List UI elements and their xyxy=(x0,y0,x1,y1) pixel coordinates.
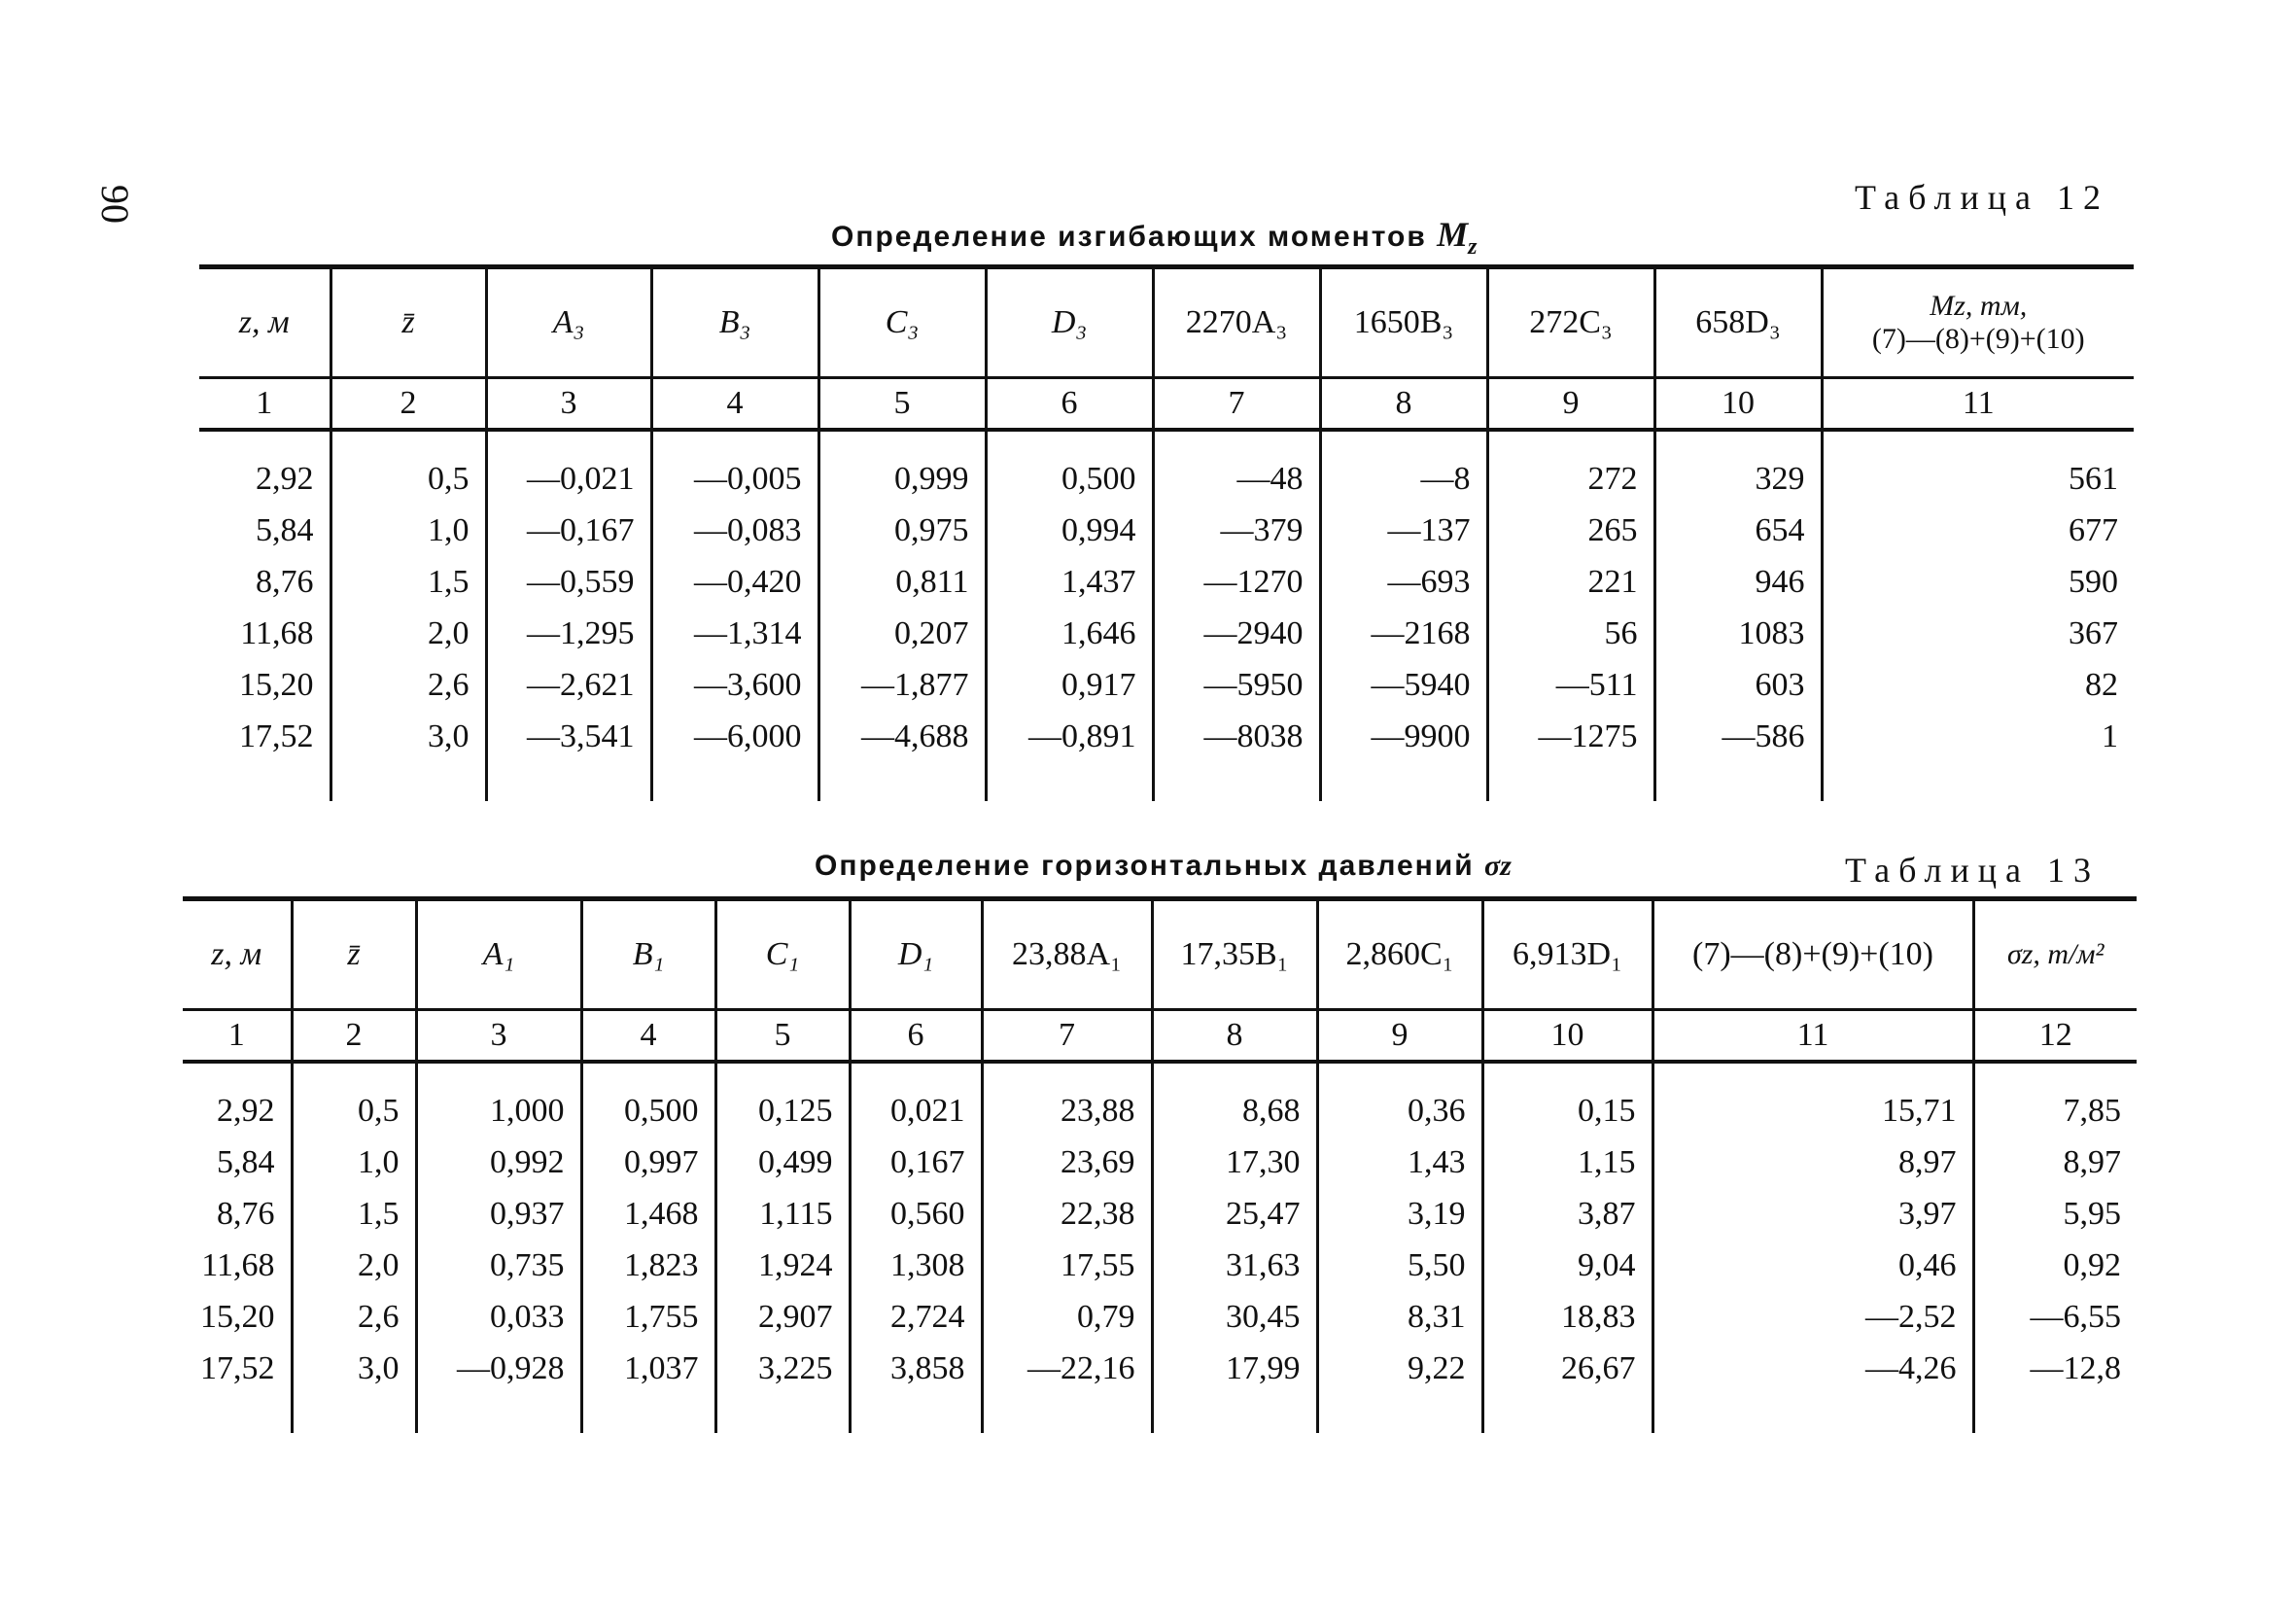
table-12-header-row xyxy=(199,267,2134,378)
table-cell: 31,63 xyxy=(1152,1240,1317,1291)
t13-colnum: 11 xyxy=(1652,1010,1973,1063)
table-cell: —1,295 xyxy=(486,608,651,659)
table-row xyxy=(183,1343,2137,1394)
table-cell: 17,99 xyxy=(1152,1343,1317,1394)
table-cell: —3,600 xyxy=(651,659,818,711)
t12-colnum: 8 xyxy=(1320,378,1487,431)
t12-colnum: 2 xyxy=(330,378,486,431)
table-cell: —0,420 xyxy=(651,556,818,608)
t12-colnum: 1 xyxy=(199,378,330,431)
table-cell: 11,68 xyxy=(240,614,314,651)
table-cell: 1,000 xyxy=(416,1062,581,1136)
spacer-cell xyxy=(982,1394,1152,1433)
table-cell: —0,167 xyxy=(486,505,651,556)
table-cell: —137 xyxy=(1320,505,1487,556)
t13-colnum: 1 xyxy=(183,1010,292,1063)
table-cell: —4,26 xyxy=(1652,1343,1973,1394)
table-cell: 677 xyxy=(1822,505,2134,556)
spacer-cell xyxy=(183,1394,292,1433)
table-row xyxy=(183,1136,2137,1188)
table-cell: 0,15 xyxy=(1482,1062,1652,1136)
table-cell: 3,97 xyxy=(1652,1188,1973,1240)
table-cell: —1270 xyxy=(1153,556,1320,608)
table-row xyxy=(199,659,2134,711)
table-cell: 3,0 xyxy=(292,1343,416,1394)
table-cell: 329 xyxy=(1654,430,1822,505)
table-cell: 0,499 xyxy=(715,1136,850,1188)
table-cell: 2,92 xyxy=(256,460,314,497)
table-cell: 9,04 xyxy=(1482,1240,1652,1291)
table-cell: 17,30 xyxy=(1152,1136,1317,1188)
table-cell: 0,560 xyxy=(850,1188,982,1240)
table-cell: 23,88 xyxy=(982,1062,1152,1136)
spacer-cell xyxy=(1973,1394,2137,1433)
table-row xyxy=(183,1240,2137,1291)
table-cell: 56 xyxy=(1487,608,1654,659)
page-number: 90 xyxy=(93,185,137,224)
table-cell: 561 xyxy=(1822,430,2134,505)
table-cell: 0,994 xyxy=(986,505,1153,556)
t13-colnum: 10 xyxy=(1482,1010,1652,1063)
table-cell: 17,52 xyxy=(239,717,314,754)
t13-header-12: σz, т/м² xyxy=(1973,899,2137,1010)
table-cell: 3,87 xyxy=(1482,1188,1652,1240)
table-cell: —2940 xyxy=(1153,608,1320,659)
t12-colnum: 9 xyxy=(1487,378,1654,431)
table-cell: 2,0 xyxy=(292,1240,416,1291)
table-cell: —1275 xyxy=(1487,711,1654,762)
t13-header-9: 2,860C₁ xyxy=(1317,899,1482,1010)
table-cell: 946 xyxy=(1654,556,1822,608)
table-13-title-symbol: σz xyxy=(1484,850,1512,882)
t12-header-11-line2: (7)—(8)+(9)+(10) xyxy=(1871,323,2085,355)
table-cell: 0,021 xyxy=(850,1062,982,1136)
table-cell: 17,52 xyxy=(200,1349,275,1386)
t12-header-1: z, м xyxy=(199,267,330,378)
table-cell: 2,907 xyxy=(715,1291,850,1343)
table-13 xyxy=(183,896,2137,1433)
table-cell: —379 xyxy=(1153,505,1320,556)
table-bottom-spacer xyxy=(183,1394,2137,1433)
spacer-cell xyxy=(850,1394,982,1433)
table-cell: 0,207 xyxy=(818,608,986,659)
table-12-body xyxy=(199,430,2134,801)
table-13-body xyxy=(183,1062,2137,1433)
table-cell: 26,67 xyxy=(1482,1343,1652,1394)
table-cell: 30,45 xyxy=(1152,1291,1317,1343)
table-cell: 265 xyxy=(1487,505,1654,556)
table-cell: 22,38 xyxy=(982,1188,1152,1240)
table-cell: 8,76 xyxy=(217,1195,275,1232)
table-cell: 0,125 xyxy=(715,1062,850,1136)
t13-colnum: 9 xyxy=(1317,1010,1482,1063)
table-cell: 1,308 xyxy=(850,1240,982,1291)
table-12-title-text: Определение изгибающих моментов xyxy=(831,221,1427,253)
table-cell: 654 xyxy=(1654,505,1822,556)
spacer-cell xyxy=(818,762,986,801)
t13-header-3: A₁ xyxy=(416,899,581,1010)
t12-header-9: 272C₃ xyxy=(1487,267,1654,378)
table-cell: 0,5 xyxy=(330,430,486,505)
table-cell: 5,95 xyxy=(1973,1188,2137,1240)
spacer-cell xyxy=(1482,1394,1652,1433)
table-cell: 1,646 xyxy=(986,608,1153,659)
table-cell: —3,541 xyxy=(486,711,651,762)
spacer-cell xyxy=(416,1394,581,1433)
table-cell: 15,20 xyxy=(200,1298,275,1335)
spacer-cell xyxy=(581,1394,715,1433)
table-cell: 1,755 xyxy=(581,1291,715,1343)
table-cell: 0,033 xyxy=(416,1291,581,1343)
table-row xyxy=(199,505,2134,556)
table-cell: 23,69 xyxy=(982,1136,1152,1188)
table-cell: —8038 xyxy=(1153,711,1320,762)
table-cell: 1,037 xyxy=(581,1343,715,1394)
t12-header-2: z̄ xyxy=(330,267,486,378)
table-cell: 2,0 xyxy=(330,608,486,659)
t12-header-7: 2270A₃ xyxy=(1153,267,1320,378)
table-cell: 3,225 xyxy=(715,1343,850,1394)
table-cell: 0,500 xyxy=(581,1062,715,1136)
table-cell: 1083 xyxy=(1654,608,1822,659)
table-cell: 3,858 xyxy=(850,1343,982,1394)
t12-colnum: 6 xyxy=(986,378,1153,431)
table-cell: 1,0 xyxy=(330,505,486,556)
table-cell: 221 xyxy=(1487,556,1654,608)
table-cell: 3,19 xyxy=(1317,1188,1482,1240)
table-cell: —5950 xyxy=(1153,659,1320,711)
t12-header-3: A₃ xyxy=(486,267,651,378)
table-cell: 0,997 xyxy=(581,1136,715,1188)
table-cell: 0,937 xyxy=(416,1188,581,1240)
t13-colnum: 8 xyxy=(1152,1010,1317,1063)
t13-header-6: D₁ xyxy=(850,899,982,1010)
spacer-cell xyxy=(1652,1394,1973,1433)
table-13-header-row xyxy=(183,899,2137,1010)
table-cell: 367 xyxy=(1822,608,2134,659)
table-row xyxy=(183,1062,2137,1136)
table-row xyxy=(199,711,2134,762)
table-cell: —586 xyxy=(1654,711,1822,762)
table-12-title xyxy=(831,214,1478,261)
table-cell: 1,5 xyxy=(330,556,486,608)
table-cell: 1,43 xyxy=(1317,1136,1482,1188)
spacer-cell xyxy=(199,762,330,801)
spacer-cell xyxy=(986,762,1153,801)
spacer-cell xyxy=(1654,762,1822,801)
table-cell: —0,559 xyxy=(486,556,651,608)
spacer-cell xyxy=(1822,762,2134,801)
table-cell: 3,0 xyxy=(330,711,486,762)
table-cell: 2,724 xyxy=(850,1291,982,1343)
t12-header-8: 1650B₃ xyxy=(1320,267,1487,378)
table-cell: 0,999 xyxy=(818,430,986,505)
table-cell: 0,975 xyxy=(818,505,986,556)
table-12 xyxy=(199,264,2134,801)
table-cell: 11,68 xyxy=(201,1246,275,1283)
t12-header-11 xyxy=(1822,267,2134,378)
table-cell: 8,76 xyxy=(256,563,314,600)
t12-header-10: 658D₃ xyxy=(1654,267,1822,378)
table-cell: 17,55 xyxy=(982,1240,1152,1291)
t12-header-5: C₃ xyxy=(818,267,986,378)
t13-colnum: 5 xyxy=(715,1010,850,1063)
table-cell: —0,005 xyxy=(651,430,818,505)
table-cell: 82 xyxy=(1822,659,2134,711)
table-row xyxy=(199,430,2134,505)
table-cell: 0,36 xyxy=(1317,1062,1482,1136)
table-cell: 5,84 xyxy=(217,1143,275,1180)
table-row xyxy=(183,1291,2137,1343)
table-cell: —2,52 xyxy=(1652,1291,1973,1343)
table-cell: 0,5 xyxy=(292,1062,416,1136)
table-row xyxy=(199,556,2134,608)
table-cell: 5,50 xyxy=(1317,1240,1482,1291)
table-cell: 5,84 xyxy=(256,511,314,548)
table-cell: 15,20 xyxy=(239,666,314,703)
t12-colnum: 3 xyxy=(486,378,651,431)
table-cell: 7,85 xyxy=(1973,1062,2137,1136)
table-13-title-text: Определение горизонтальных давлений xyxy=(815,850,1475,882)
table-cell: 0,167 xyxy=(850,1136,982,1188)
table-cell: 9,22 xyxy=(1317,1343,1482,1394)
spacer-cell xyxy=(292,1394,416,1433)
table-cell: —5940 xyxy=(1320,659,1487,711)
spacer-cell xyxy=(486,762,651,801)
t12-header-4: B₃ xyxy=(651,267,818,378)
table-cell: 1,115 xyxy=(715,1188,850,1240)
table-cell: —0,021 xyxy=(486,430,651,505)
table-cell: 2,6 xyxy=(330,659,486,711)
spacer-cell xyxy=(651,762,818,801)
table-cell: 0,992 xyxy=(416,1136,581,1188)
table-cell: —0,083 xyxy=(651,505,818,556)
t13-header-1: z, м xyxy=(183,899,292,1010)
table-cell: 0,79 xyxy=(982,1291,1152,1343)
table-cell: 8,97 xyxy=(1652,1136,1973,1188)
table-cell: —8 xyxy=(1320,430,1487,505)
t12-colnum: 11 xyxy=(1822,378,2134,431)
table-cell: —511 xyxy=(1487,659,1654,711)
table-cell: 0,500 xyxy=(986,430,1153,505)
table-row xyxy=(183,1188,2137,1240)
t13-header-8: 17,35B₁ xyxy=(1152,899,1317,1010)
table-cell: 1,0 xyxy=(292,1136,416,1188)
spacer-cell xyxy=(330,762,486,801)
table-cell: —0,891 xyxy=(986,711,1153,762)
table-cell: 272 xyxy=(1487,430,1654,505)
t13-header-5: C₁ xyxy=(715,899,850,1010)
table-13-title xyxy=(815,850,1512,883)
table-cell: 8,31 xyxy=(1317,1291,1482,1343)
t13-colnum: 6 xyxy=(850,1010,982,1063)
spacer-cell xyxy=(715,1394,850,1433)
t12-colnum: 5 xyxy=(818,378,986,431)
t13-header-2: z̄ xyxy=(292,899,416,1010)
table-cell: —6,000 xyxy=(651,711,818,762)
table-cell: —0,928 xyxy=(416,1343,581,1394)
t13-header-10: 6,913D₁ xyxy=(1482,899,1652,1010)
t12-colnum: 7 xyxy=(1153,378,1320,431)
table-cell: 1,5 xyxy=(292,1188,416,1240)
t13-colnum: 4 xyxy=(581,1010,715,1063)
table-cell: 0,92 xyxy=(1973,1240,2137,1291)
table-cell: 590 xyxy=(1822,556,2134,608)
t13-colnum: 7 xyxy=(982,1010,1152,1063)
t13-header-4: B₁ xyxy=(581,899,715,1010)
table-cell: 8,97 xyxy=(1973,1136,2137,1188)
spacer-cell xyxy=(1152,1394,1317,1433)
table-cell: —4,688 xyxy=(818,711,986,762)
t13-header-11: (7)—(8)+(9)+(10) xyxy=(1652,899,1973,1010)
table-cell: —12,8 xyxy=(1973,1343,2137,1394)
table-13-column-numbers xyxy=(183,1010,2137,1063)
spacer-cell xyxy=(1317,1394,1482,1433)
t12-colnum: 4 xyxy=(651,378,818,431)
t13-colnum: 3 xyxy=(416,1010,581,1063)
t13-colnum: 12 xyxy=(1973,1010,2137,1063)
table-cell: 8,68 xyxy=(1152,1062,1317,1136)
table-cell: 15,71 xyxy=(1652,1062,1973,1136)
t12-header-6: D₃ xyxy=(986,267,1153,378)
t12-colnum: 10 xyxy=(1654,378,1822,431)
table-row xyxy=(199,608,2134,659)
table-cell: 2,92 xyxy=(217,1092,275,1129)
table-cell: —48 xyxy=(1153,430,1320,505)
table-12-column-numbers xyxy=(199,378,2134,431)
table-cell: 25,47 xyxy=(1152,1188,1317,1240)
table-cell: 1,823 xyxy=(581,1240,715,1291)
table-cell: 1,924 xyxy=(715,1240,850,1291)
table-cell: —22,16 xyxy=(982,1343,1152,1394)
table-cell: 18,83 xyxy=(1482,1291,1652,1343)
table-cell: 0,917 xyxy=(986,659,1153,711)
table-cell: —1,877 xyxy=(818,659,986,711)
table-cell: 0,811 xyxy=(818,556,986,608)
table-cell: 1,437 xyxy=(986,556,1153,608)
table-cell: —6,55 xyxy=(1973,1291,2137,1343)
t13-colnum: 2 xyxy=(292,1010,416,1063)
table-cell: —2,621 xyxy=(486,659,651,711)
table-12-label: Таблица 12 xyxy=(1855,178,2109,217)
table-cell: 1 xyxy=(1822,711,2134,762)
table-cell: —2168 xyxy=(1320,608,1487,659)
table-cell: —9900 xyxy=(1320,711,1487,762)
table-cell: 0,46 xyxy=(1652,1240,1973,1291)
spacer-cell xyxy=(1320,762,1487,801)
table-bottom-spacer xyxy=(199,762,2134,801)
t12-header-11-line1: Mz, тм, xyxy=(1930,290,2028,322)
table-13-label: Таблица 13 xyxy=(1845,851,2100,890)
spacer-cell xyxy=(1487,762,1654,801)
t13-header-7: 23,88A₁ xyxy=(982,899,1152,1010)
table-cell: 1,468 xyxy=(581,1188,715,1240)
table-cell: —1,314 xyxy=(651,608,818,659)
table-cell: 0,735 xyxy=(416,1240,581,1291)
spacer-cell xyxy=(1153,762,1320,801)
table-cell: 603 xyxy=(1654,659,1822,711)
table-cell: 2,6 xyxy=(292,1291,416,1343)
table-cell: 1,15 xyxy=(1482,1136,1652,1188)
table-cell: —693 xyxy=(1320,556,1487,608)
table-12-title-symbol: $M_z$ xyxy=(1437,215,1478,261)
